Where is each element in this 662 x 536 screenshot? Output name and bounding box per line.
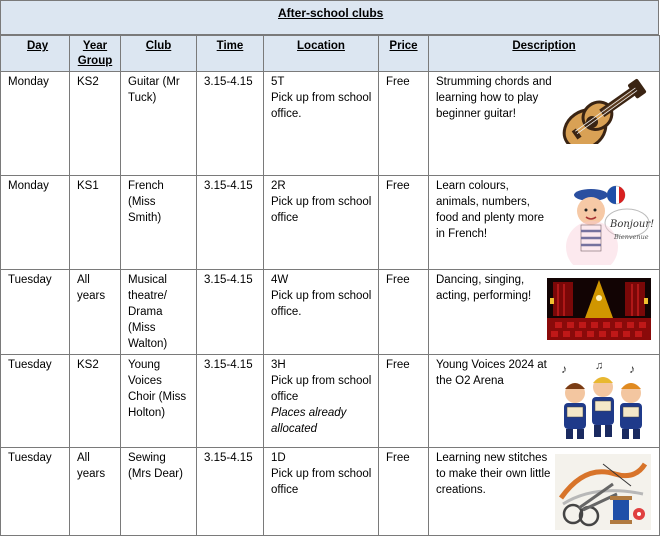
cell-time: 3.15-4.15 [197,355,264,448]
cell-year-group: KS2 [70,355,121,448]
cell-year-group: All years [70,448,121,536]
bonjour-label: Bonjour! [610,219,654,230]
cell-description [429,355,660,448]
cell-time: 3.15-4.15 [197,176,264,270]
cell-price: Free [379,176,429,270]
col-header-description: Description [429,36,660,72]
french-boy-icon [562,181,654,265]
pickup-text: Pick up from school office [271,468,372,496]
cell-location [264,270,379,355]
description-text: Young Voices 2024 at the O2 Arena [436,359,547,387]
room: 3H [271,359,286,371]
table-row [1,270,660,355]
cell-day: Monday [1,176,70,270]
cell-time: 3.15-4.15 [197,270,264,355]
cell-year-group: KS1 [70,176,121,270]
cell-location [264,448,379,536]
sewing-kit-icon [555,454,651,530]
cell-time: 3.15-4.15 [197,448,264,536]
clubs-table [0,35,660,536]
cell-day: Monday [1,72,70,176]
col-header-location: Location [264,36,379,72]
room: 1D [271,452,286,464]
cell-price: Free [379,448,429,536]
col-header-day: Day [1,36,70,72]
cell-club: Young Voices Choir (Miss Holton) [121,355,197,448]
cell-price: Free [379,72,429,176]
svg-text:♪: ♪ [561,362,567,376]
cell-location [264,355,379,448]
col-header-club: Club [121,36,197,72]
svg-text:♫: ♫ [595,360,604,372]
cell-description [429,72,660,176]
cell-day: Tuesday [1,448,70,536]
theatre-stage-icon [547,278,651,340]
description-text: Learn colours, animals, numbers, food and plenty more in French! [436,180,545,240]
page-title: After-school clubs [278,6,384,20]
choir-children-icon [555,359,651,443]
cell-club: Musical theatre/ Drama (Miss Walton) [121,270,197,355]
cell-location [264,176,379,270]
table-row [1,448,660,536]
table-row [1,355,660,448]
cell-year-group: KS2 [70,72,121,176]
pickup-text: Pick up from school office. [271,92,372,120]
room: 4W [271,274,289,286]
svg-text:♪: ♪ [629,362,635,376]
table-row [1,72,660,176]
room: 5T [271,76,285,88]
cell-description [429,270,660,355]
cell-location [264,72,379,176]
cell-price: Free [379,355,429,448]
table-row [1,176,660,270]
guitar-icon [547,78,651,144]
col-header-time: Time [197,36,264,72]
col-header-year-group: Year Group [70,36,121,72]
header-row [1,36,660,72]
description-text: Dancing, singing, acting, performing! [436,274,532,302]
description-text: Learning new stitches to make their own little creations. [436,452,551,496]
description-text: Strumming chords and learning how to play beginner guitar! [436,76,552,120]
cell-description [429,176,660,270]
cell-year-group: All years [70,270,121,355]
cell-description [429,448,660,536]
bienvenue-label: Bienvenue [614,233,649,241]
cell-club: French (Miss Smith) [121,176,197,270]
room: 2R [271,180,286,192]
places-note: Places already allocated [271,407,347,435]
cell-club: Sewing (Mrs Dear) [121,448,197,536]
col-header-price: Price [379,36,429,72]
cell-day: Tuesday [1,270,70,355]
pickup-text: Pick up from school office [271,375,372,403]
cell-price: Free [379,270,429,355]
cell-day: Tuesday [1,355,70,448]
title-bar [0,0,659,35]
pickup-text: Pick up from school office [271,196,372,224]
cell-time: 3.15-4.15 [197,72,264,176]
pickup-text: Pick up from school office. [271,290,372,318]
cell-club: Guitar (Mr Tuck) [121,72,197,176]
